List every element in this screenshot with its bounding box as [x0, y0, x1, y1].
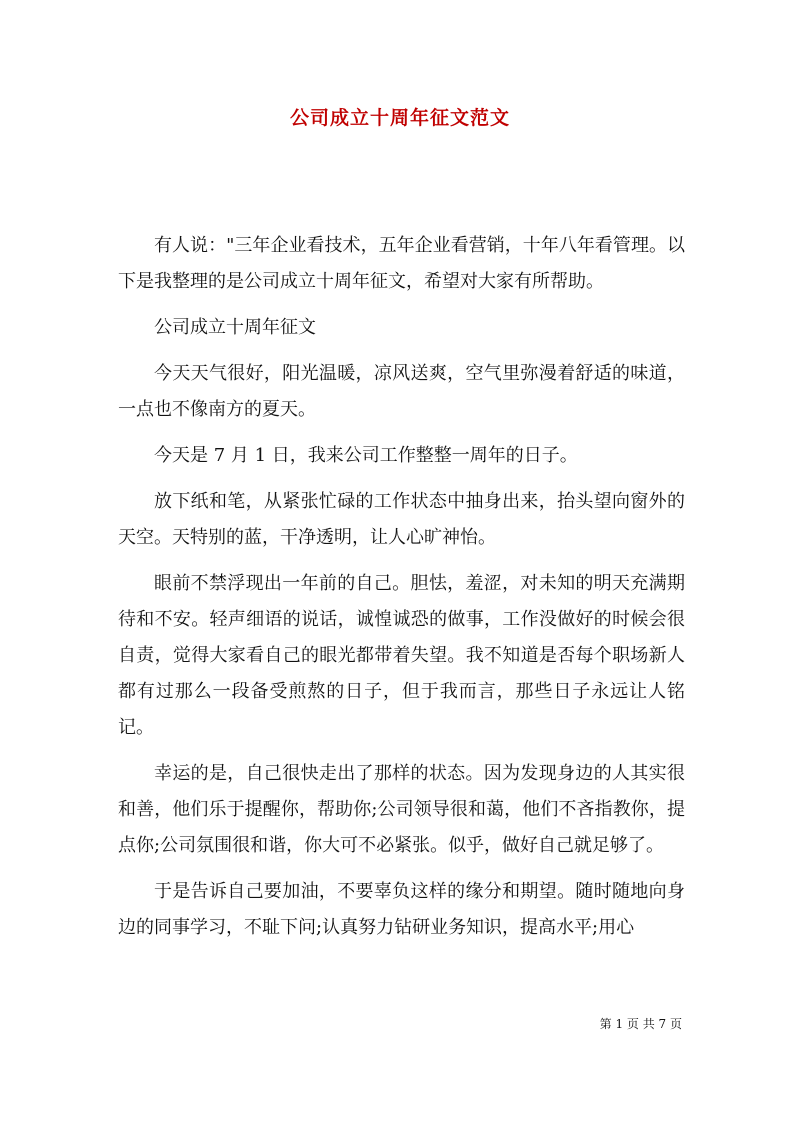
paragraph: 放下纸和笔，从紧张忙碌的工作状态中抽身出来，抬头望向窗外的天空。天特别的蓝，干净透明，让人心旷神怡。 [118, 491, 685, 548]
document-title: 公司成立十周年征文范文 [289, 107, 510, 129]
paragraph-subtitle: 公司成立十周年征文 [154, 317, 316, 338]
paragraph: 眼前不禁浮现出一年前的自己。胆怯，羞涩，对未知的明天充满期待和不安。轻声细语的说话，诚惶诚恐的做事，工作没做好的时候会很自责，觉得大家看自己的眼光都带着失望。我不知道是否每个职场新人都有过那么一段备受煎熬的日子，但于我而言，那些日子永远让人铭记。 [118, 573, 685, 738]
paragraph: 于是告诉自己要加油，不要辜负这样的缘分和期望。随时随地向身边的同事学习，不耻下问;认真努力钻研业务知识，提高水平;用心 [118, 881, 685, 938]
paragraph-intro: 有人说："三年企业看技术，五年企业看营销，十年八年看管理。以下是我整理的是公司成立十周年征文，希望对大家有所帮助。 [118, 235, 685, 292]
paragraph: 今天天气很好，阳光温暖，凉风送爽，空气里弥漫着舒适的味道，一点也不像南方的夏天。 [118, 363, 685, 420]
page-number: 第 1 页 共 7 页 [599, 1017, 682, 1031]
paragraph: 今天是 7 月 1 日，我来公司工作整整一周年的日子。 [154, 445, 578, 466]
document-body [118, 228, 685, 956]
paragraph: 幸运的是，自己很快走出了那样的状态。因为发现身边的人其实很和善，他们乐于提醒你，帮助你;公司领导很和蔼，他们不吝指教你，提点你;公司氛围很和谐，你大可不必紧张。似乎，做好自己就足够了。 [118, 763, 685, 856]
